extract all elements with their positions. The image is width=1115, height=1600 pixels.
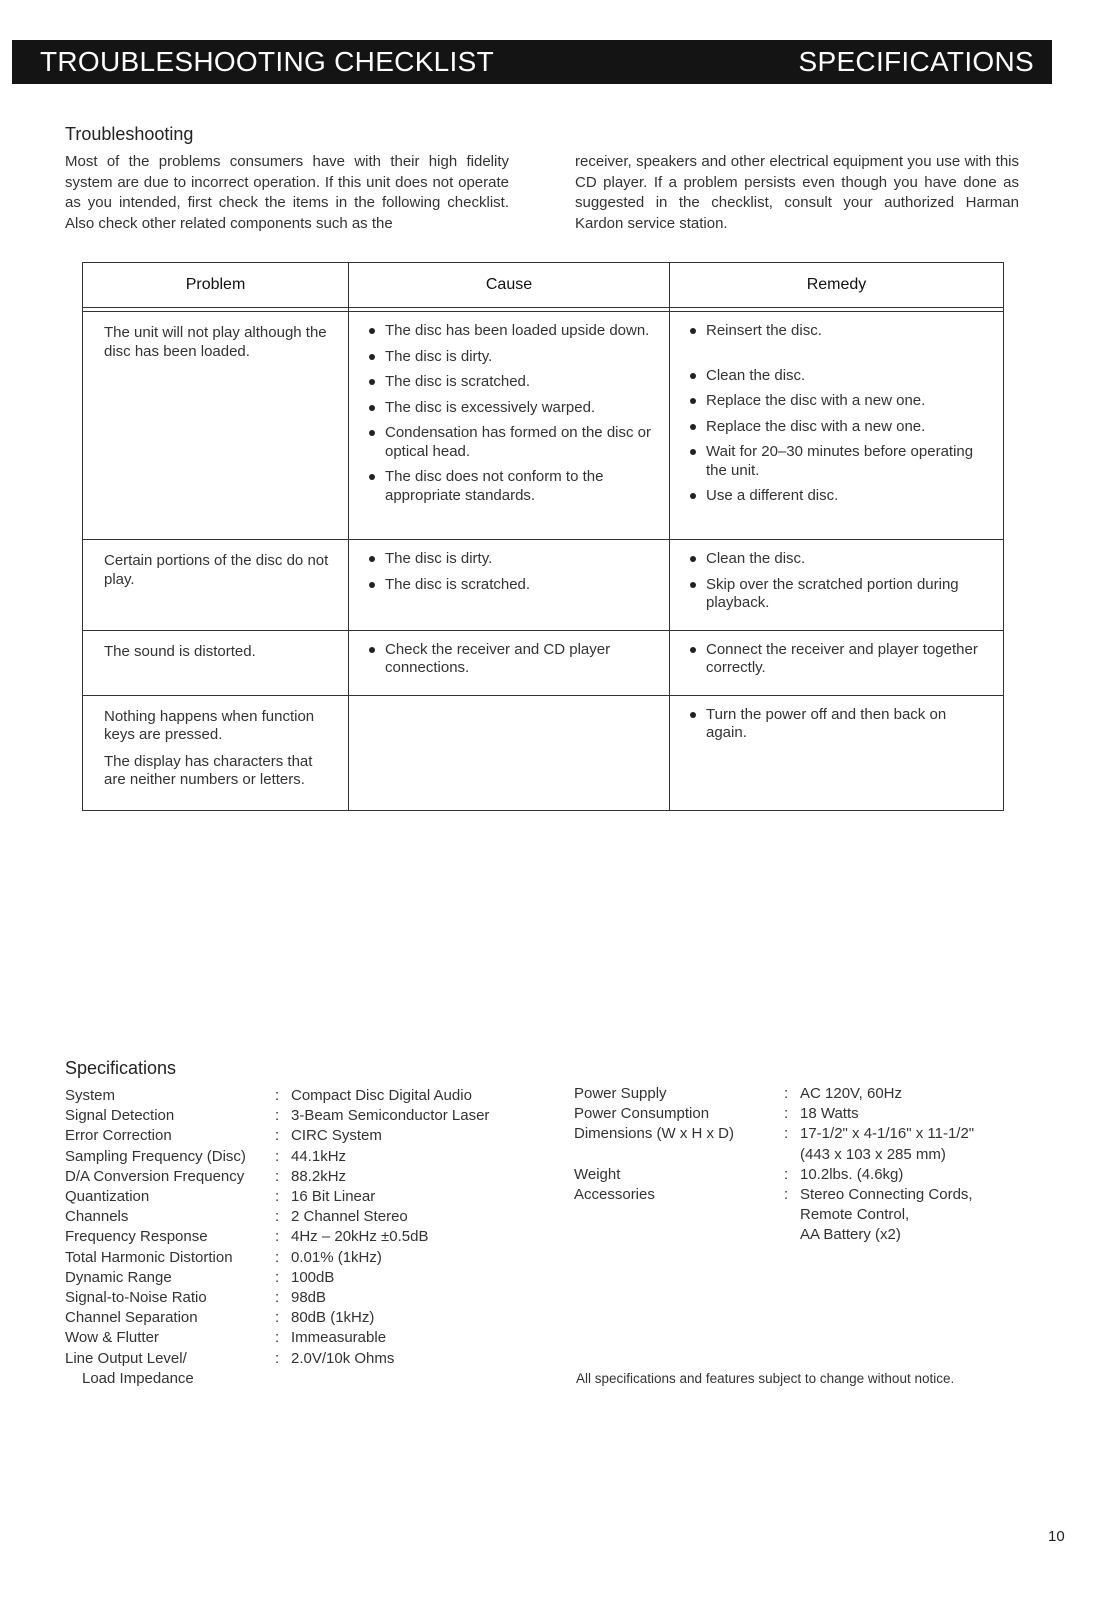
header-title-specifications: SPECIFICATIONS (798, 46, 1034, 77)
cause-cell (349, 630, 670, 695)
cause-cell (349, 540, 670, 631)
spec-label (574, 1145, 784, 1165)
remedy-item: Wait for 20–30 minutes before operating the unit. (686, 443, 985, 480)
spec-row: Quantization : 16 Bit Linear (65, 1187, 489, 1207)
spec-row (65, 1369, 489, 1389)
header-bar (12, 40, 1052, 84)
spec-row: D/A Conversion Frequency : 88.2kHz (65, 1167, 489, 1187)
troubleshooting-table (82, 262, 1004, 811)
spec-footnote: All specifications and features subject to change without notice. (576, 1371, 955, 1386)
table-header-row (83, 263, 1004, 308)
spec-value: 4Hz – 20kHz ±0.5dB (291, 1228, 429, 1246)
spec-value: AA Battery (x2) (800, 1226, 901, 1244)
table-row (83, 312, 1004, 540)
spec-label (574, 1205, 784, 1225)
problem-text: The sound is distorted. (104, 642, 256, 660)
cause-cell (349, 312, 670, 540)
spec-label: Wow & Flutter (65, 1329, 159, 1347)
spec-label: Weight (574, 1165, 621, 1183)
spec-value: 100dB (291, 1268, 335, 1286)
spec-value: 3-Beam Semiconductor Laser (291, 1107, 490, 1125)
spec-row (574, 1145, 974, 1165)
spec-row: Channel Separation : 80dB (1kHz) (65, 1308, 489, 1328)
spec-label: Sampling Frequency (Disc) (65, 1147, 246, 1165)
cause-item: The disc does not conform to the appropriate standards. (365, 468, 651, 505)
problem-text: Certain portions of the disc do not play. (104, 552, 329, 588)
spec-value: 16 Bit Linear (291, 1188, 376, 1206)
spec-list-left (65, 1086, 489, 1389)
spec-label: Channels (65, 1208, 129, 1226)
spec-label: Signal Detection (65, 1107, 175, 1125)
remedy-cell (670, 695, 1004, 810)
header-problem: Problem (83, 263, 349, 308)
spec-value: Immeasurable (291, 1329, 387, 1347)
spec-label: Frequency Response (65, 1228, 208, 1246)
spec-row: Line Output Level/ : 2.0V/10k Ohms (65, 1349, 489, 1369)
spec-label: Channel Separation (65, 1309, 198, 1327)
spec-value: Stereo Connecting Cords, (800, 1186, 973, 1204)
spec-value: Remote Control, (800, 1206, 910, 1224)
header-remedy: Remedy (670, 263, 1004, 308)
spec-row: Channels : 2 Channel Stereo (65, 1207, 489, 1227)
remedy-item: Turn the power off and then back on again. (686, 706, 985, 743)
problem-cell (83, 540, 349, 631)
cause-item: The disc has been loaded upside down. (365, 322, 651, 341)
spec-value: 98dB (291, 1289, 327, 1307)
problem-cell (83, 695, 349, 810)
table-row (83, 630, 1004, 695)
spec-row: Power Supply : AC 120V, 60Hz (574, 1084, 974, 1104)
spec-label: Quantization (65, 1188, 150, 1206)
spec-value: 10.2lbs. (4.6kg) (800, 1165, 904, 1183)
spec-label: Power Consumption (574, 1105, 710, 1123)
remedy-item: Clean the disc. (686, 550, 985, 569)
cause-item: The disc is excessively warped. (365, 399, 651, 418)
remedy-cell (670, 630, 1004, 695)
spec-label: System (65, 1087, 116, 1104)
remedy-item: Connect the receiver and player together correctly. (686, 641, 985, 678)
spec-label: Dimensions (W x H x D) (574, 1125, 735, 1143)
table-row (83, 695, 1004, 810)
spec-row: Dynamic Range : 100dB (65, 1268, 489, 1288)
spec-row (574, 1205, 974, 1225)
spec-label-continuation: Load Impedance (82, 1369, 194, 1387)
specifications-title: Specifications (65, 1058, 177, 1078)
spec-row: Power Consumption : 18 Watts (574, 1104, 974, 1124)
cause-item: Condensation has formed on the disc or optical head. (365, 424, 651, 461)
cause-cell (349, 695, 670, 810)
problem-cell (83, 630, 349, 695)
cause-item: Check the receiver and CD player connections. (365, 641, 651, 678)
spec-value: 2.0V/10k Ohms (291, 1349, 395, 1367)
spec-label: D/A Conversion Frequency (65, 1167, 245, 1185)
spec-row: Total Harmonic Distortion : 0.01% (1kHz) (65, 1248, 489, 1268)
remedy-item: Reinsert the disc. (686, 322, 985, 341)
problem-cell (83, 312, 349, 540)
spec-value: 44.1kHz (291, 1147, 347, 1165)
problem-text: The display has characters that are neither numbers or letters. (104, 752, 313, 788)
spec-label: Line Output Level/ (65, 1349, 187, 1367)
header-title-troubleshooting: TROUBLESHOOTING CHECKLIST (40, 46, 495, 77)
spec-label: Total Harmonic Distortion (65, 1248, 233, 1266)
cause-item: The disc is scratched. (365, 576, 651, 595)
remedy-item: Skip over the scratched portion during playback. (686, 576, 985, 613)
cause-item: The disc is dirty. (365, 550, 651, 569)
remedy-item: Replace the disc with a new one. (686, 392, 985, 411)
spec-value: 2 Channel Stereo (291, 1208, 408, 1226)
spec-value: Compact Disc Digital Audio (291, 1087, 472, 1104)
cause-item: The disc is scratched. (365, 373, 651, 392)
spec-value: 0.01% (1kHz) (291, 1248, 382, 1266)
spec-row (574, 1225, 974, 1245)
remedy-cell (670, 540, 1004, 631)
remedy-cell (670, 312, 1004, 540)
spec-value: 80dB (1kHz) (291, 1309, 375, 1327)
spec-row: Signal Detection : 3-Beam Semiconductor Laser (65, 1106, 489, 1126)
spec-label (574, 1225, 784, 1245)
spec-label: Power Supply (574, 1085, 667, 1102)
intro-text-col1: Most of the problems consumers have with their high fidelity system are due to incorrect operation. If this unit does not operate as you intended, first check the items in the following checklist. Also check other related components such as the (65, 153, 509, 232)
spec-label: Signal-to-Noise Ratio (65, 1289, 207, 1307)
spec-row: Error Correction : CIRC System (65, 1126, 489, 1146)
intro-text-col2: receiver, speakers and other electrical equipment you use with this CD player. If a problem persists even though you have done as suggested in the checklist, consult your authorized Harman Kardon service station. (575, 153, 1019, 232)
spec-value: 18 Watts (800, 1105, 859, 1123)
problem-text: The unit will not play although the disc has been loaded. (104, 324, 327, 360)
page-number: 10 (1048, 1528, 1065, 1545)
spec-row: Signal-to-Noise Ratio : 98dB (65, 1288, 489, 1308)
spec-row: Dimensions (W x H x D) : 17-1/2" x 4-1/16" x 11-1/2" (574, 1124, 974, 1144)
spec-value: 88.2kHz (291, 1167, 347, 1185)
spec-row: Weight : 10.2lbs. (4.6kg) (574, 1165, 974, 1185)
spec-row: System : Compact Disc Digital Audio (65, 1086, 489, 1106)
remedy-item: Clean the disc. (686, 367, 985, 386)
remedy-item: Use a different disc. (686, 487, 985, 506)
spec-value: 17-1/2" x 4-1/16" x 11-1/2" (800, 1125, 975, 1143)
problem-text: Nothing happens when function keys are pressed. (104, 707, 315, 743)
remedy-item: Replace the disc with a new one. (686, 418, 985, 437)
cause-item: The disc is dirty. (365, 348, 651, 367)
spec-label: Accessories (574, 1186, 655, 1204)
spec-label: Dynamic Range (65, 1268, 172, 1286)
spec-value: CIRC System (291, 1127, 382, 1145)
spec-row: Sampling Frequency (Disc) : 44.1kHz (65, 1147, 489, 1167)
spec-value: AC 120V, 60Hz (800, 1085, 903, 1102)
header-cause: Cause (349, 263, 670, 308)
spec-label: Error Correction (65, 1127, 172, 1145)
spec-value: (443 x 103 x 285 mm) (800, 1145, 946, 1163)
troubleshooting-title: Troubleshooting (65, 124, 194, 144)
spec-row: Accessories : Stereo Connecting Cords, (574, 1185, 974, 1205)
spec-row: Wow & Flutter : Immeasurable (65, 1328, 489, 1348)
spec-row: Frequency Response : 4Hz – 20kHz ±0.5dB (65, 1227, 489, 1247)
spec-list-right (574, 1084, 974, 1246)
table-row (83, 540, 1004, 631)
